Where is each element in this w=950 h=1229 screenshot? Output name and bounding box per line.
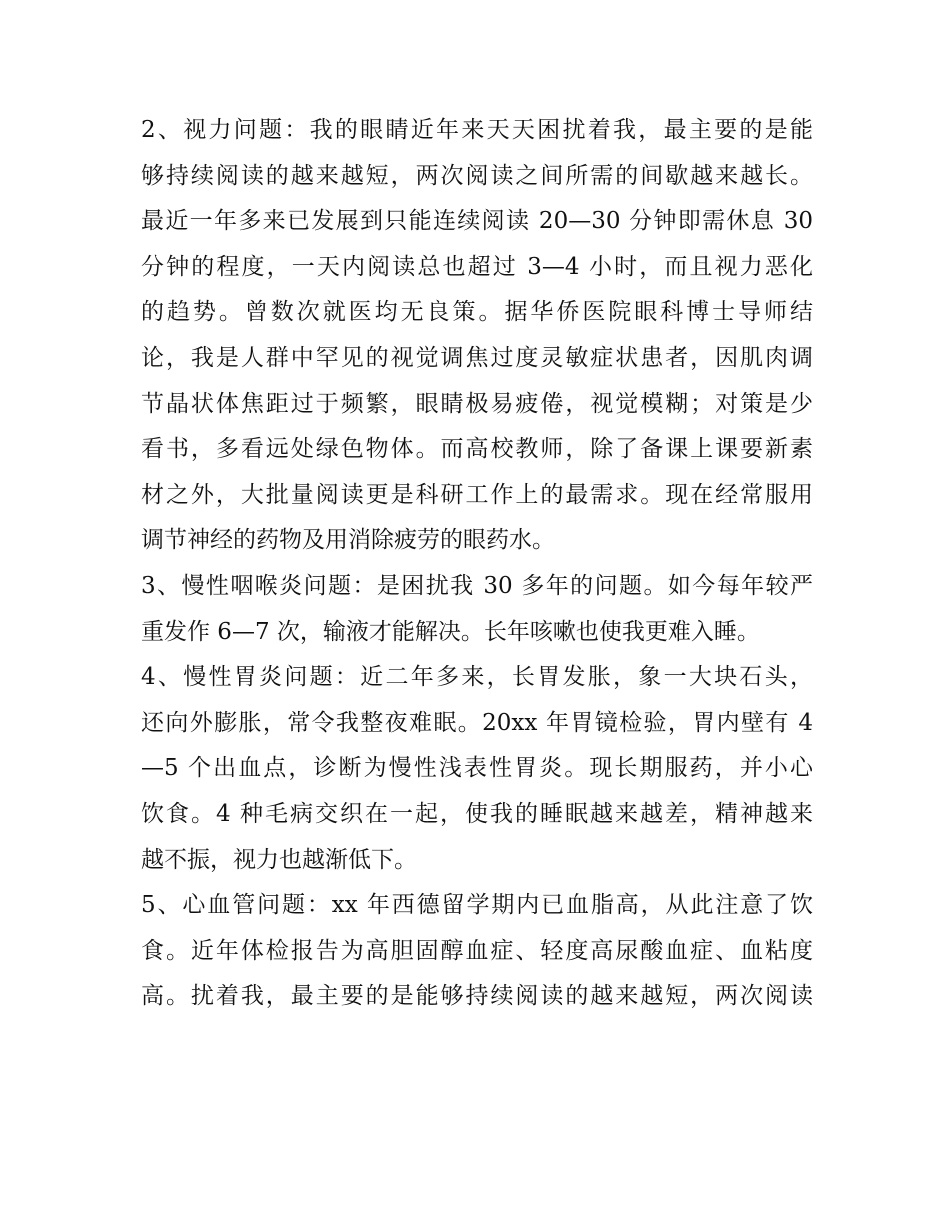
text-line: 还向外膨胀，常令我整夜难眠。20xx 年胃镜检验，胃内壁有 4 — [141, 709, 813, 736]
text-line: 食。近年体检报告为高胆固醇血症、轻度高尿酸血症、血粘度 — [141, 937, 813, 964]
text-line: —5 个出血点，诊断为慢性浅表性胃炎。现长期服药，并小心 — [141, 755, 813, 782]
text-line: 重发作 6—7 次，输液才能解决。长年咳嗽也使我更难入睡。 — [141, 618, 760, 645]
text-line: 3、慢性咽喉炎问题：是困扰我 30 多年的问题。如今每年较严 — [141, 572, 813, 599]
paragraph-cardiovascular — [141, 883, 813, 1020]
text-line: 的趋势。曾数次就医均无良策。据华侨医院眼科博士导师结 — [141, 299, 813, 326]
text-line: 材之外，大批量阅读更是科研工作上的最需求。现在经常服用 — [141, 481, 813, 508]
paragraph-vision — [141, 108, 813, 564]
paragraph-pharyngitis — [141, 564, 813, 655]
text-line: 分钟的程度，一天内阅读总也超过 3—4 小时，而且视力恶化 — [141, 253, 813, 280]
text-line: 饮食。4 种毛病交织在一起，使我的睡眠越来越差，精神越来 — [141, 800, 813, 827]
paragraph-gastritis — [141, 655, 813, 883]
document-body — [141, 108, 813, 1020]
text-line: 论，我是人群中罕见的视觉调焦过度灵敏症状患者，因肌肉调 — [141, 344, 813, 371]
text-line: 调节神经的药物及用消除疲劳的眼药水。 — [141, 527, 555, 554]
text-line: 高。扰着我，最主要的是能够持续阅读的越来越短，两次阅读 — [141, 983, 813, 1010]
text-line: 看书，多看远处绿色物体。而高校教师，除了备课上课要新素 — [141, 436, 813, 463]
text-line: 够持续阅读的越来越短，两次阅读之间所需的间歇越来越长。 — [141, 162, 813, 189]
text-line: 节晶状体焦距过于频繁，眼睛极易疲倦，视觉模糊；对策是少 — [141, 390, 813, 417]
text-line: 2、视力问题：我的眼睛近年来天天困扰着我，最主要的是能 — [141, 117, 813, 143]
text-line: 越不振，视力也越渐低下。 — [141, 846, 417, 873]
text-line: 5、心血管问题：xx 年西德留学期内已血脂高，从此注意了饮 — [141, 892, 813, 919]
text-line: 最近一年多来已发展到只能连续阅读 20—30 分钟即需休息 30 — [141, 208, 813, 235]
text-line: 4、慢性胃炎问题：近二年多来，长胃发胀，象一大块石头， — [141, 664, 813, 691]
